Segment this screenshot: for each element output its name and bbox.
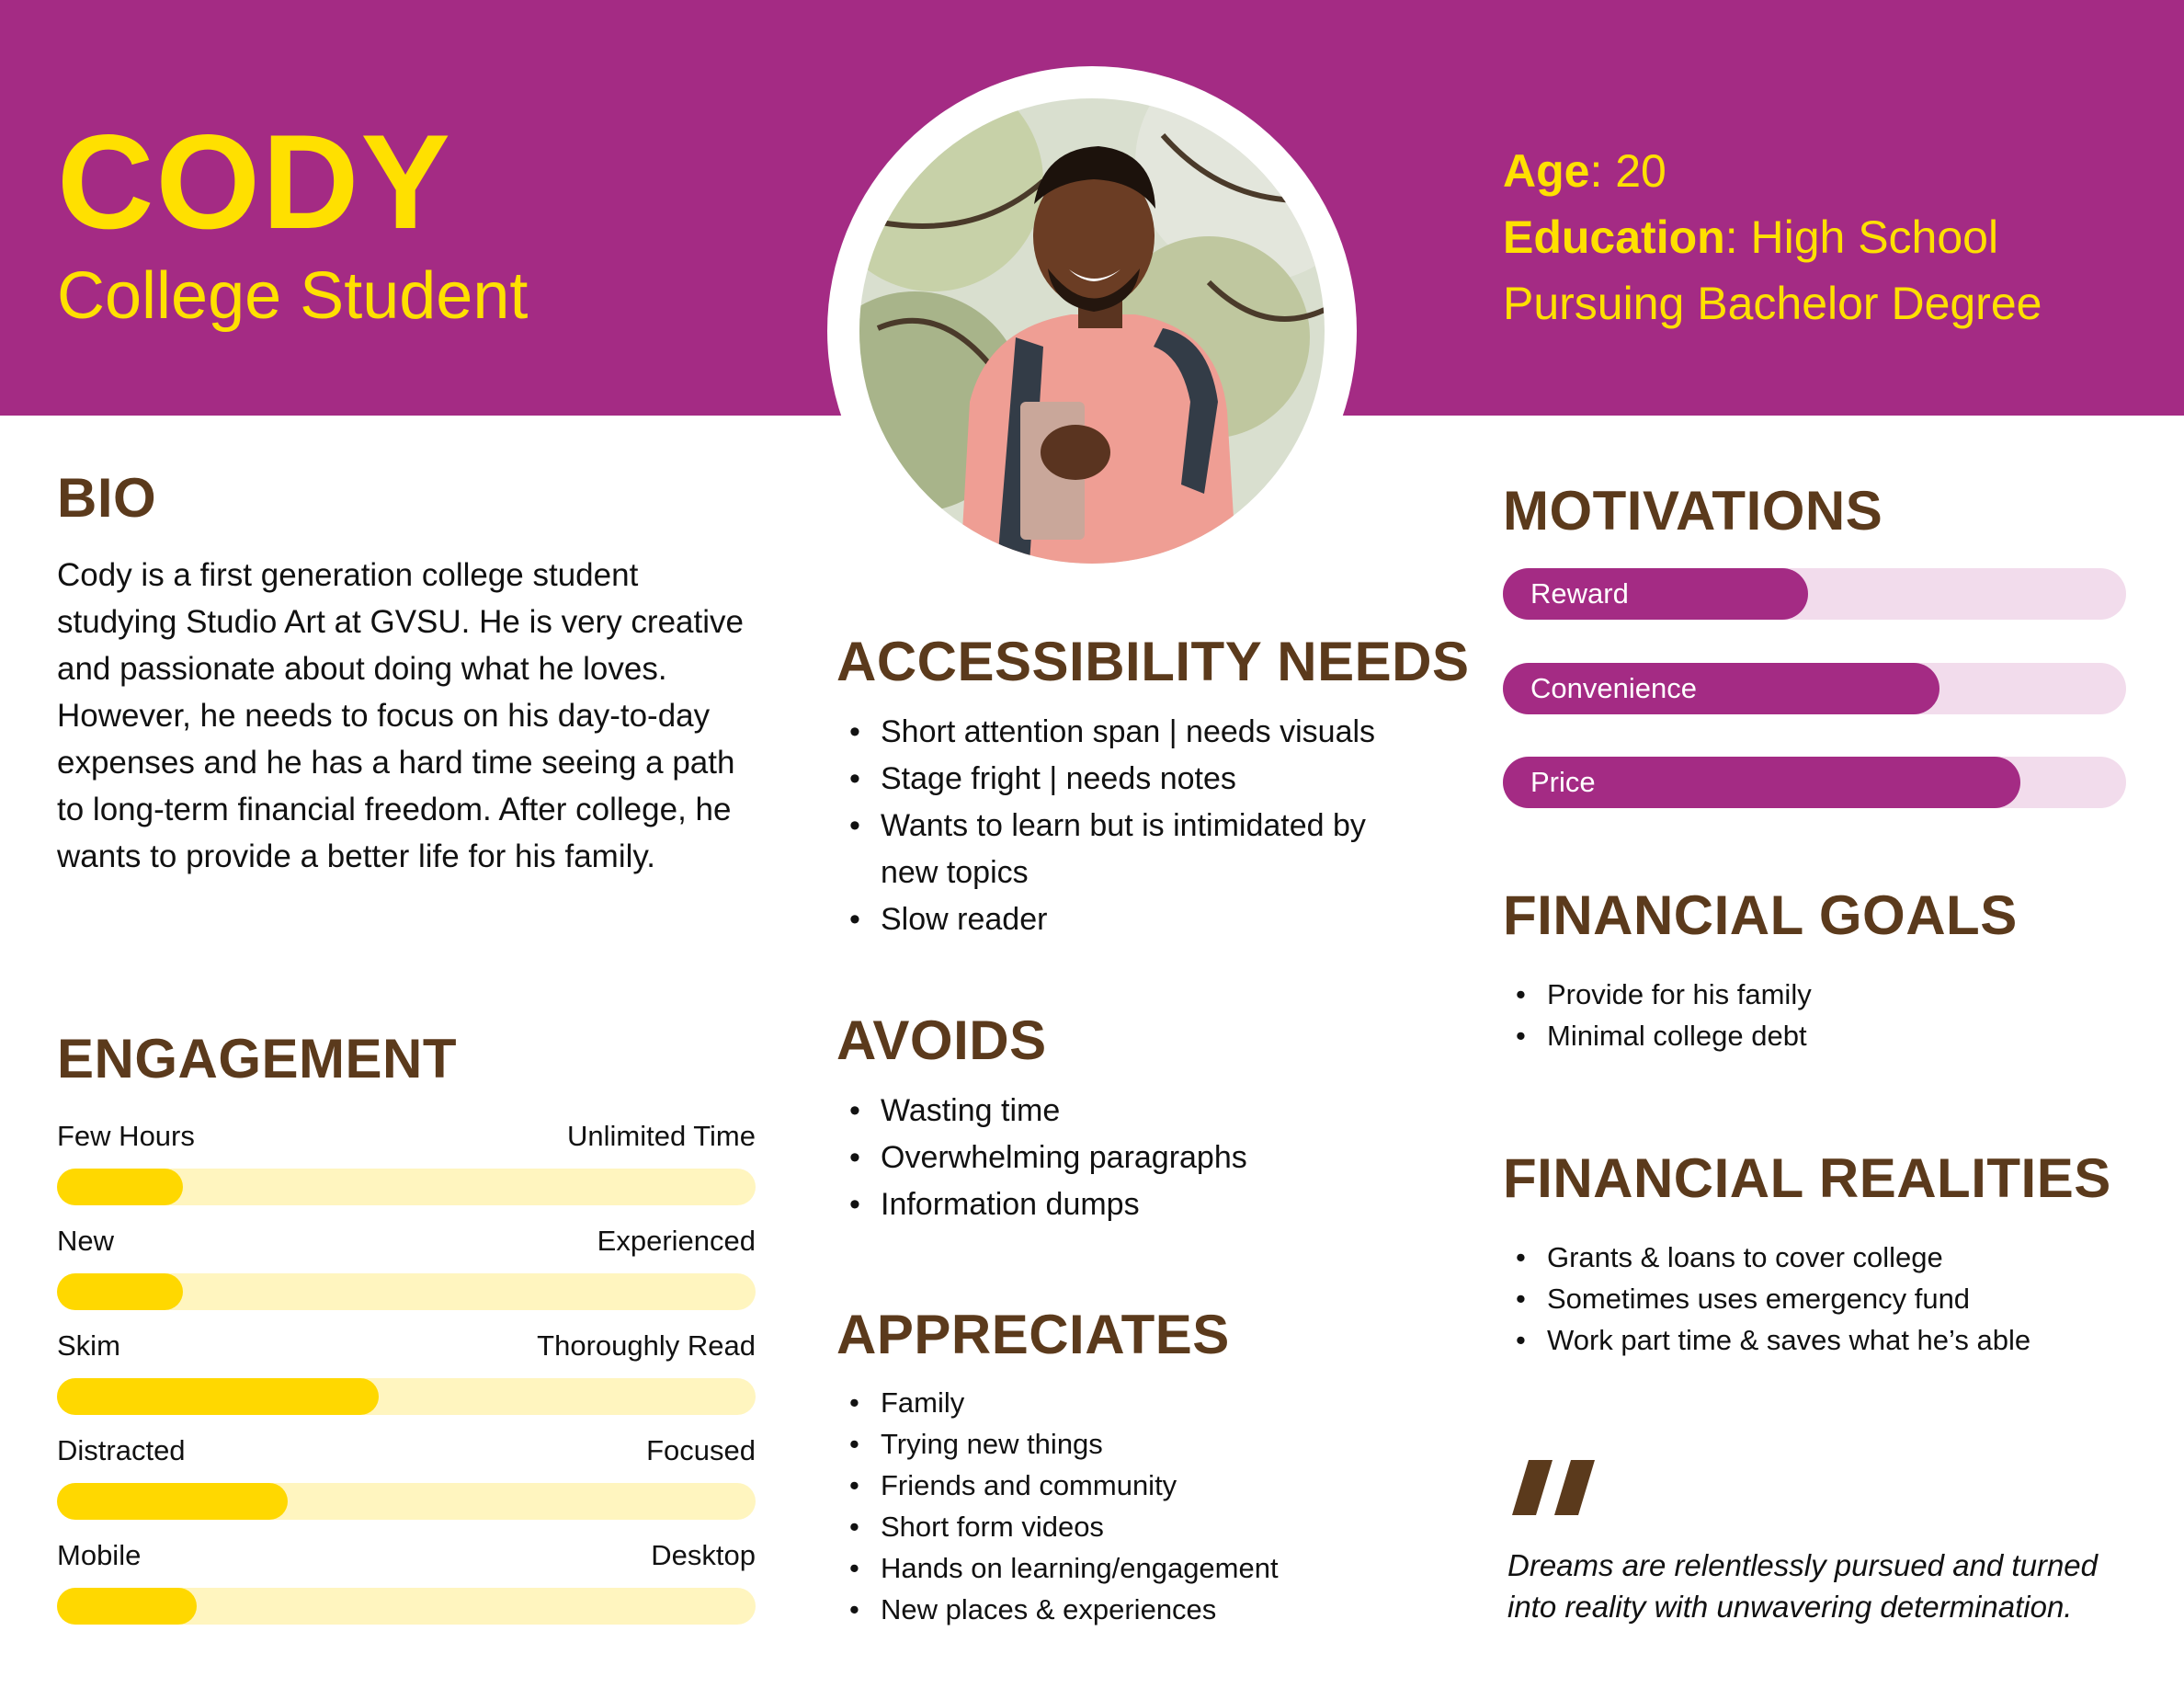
list-item: • Stage fright | needs notes — [836, 756, 1425, 803]
scale-track — [57, 1483, 756, 1520]
accessibility-heading: ACCESSIBILITY NEEDS — [836, 631, 1470, 692]
scale-left-label: Distracted — [57, 1434, 186, 1466]
motivation-label: Reward — [1530, 577, 1629, 610]
list-item: • Friends and community — [836, 1465, 1279, 1506]
scale-track — [57, 1273, 756, 1310]
engagement-scale-time — [57, 1122, 756, 1205]
persona-quote: Dreams are relentlessly pursued and turned into reality with unwavering determination. — [1507, 1548, 2099, 1624]
scale-left-label: New — [57, 1225, 115, 1257]
appreciates-list — [836, 1382, 1279, 1630]
list-item: • Wasting time — [836, 1088, 1425, 1135]
list-item: • Wants to learn but is intimidated by new topics — [836, 803, 1425, 896]
avatar — [859, 98, 1325, 564]
scale-track — [57, 1588, 756, 1625]
age-row — [1503, 138, 2042, 204]
list-item: • Work part time & saves what he’s able — [1503, 1319, 2030, 1361]
appreciates-heading: APPRECIATES — [836, 1304, 1230, 1365]
list-item: • New places & experiences — [836, 1589, 1279, 1630]
list-item: • Hands on learning/engagement — [836, 1547, 1279, 1589]
education-value: : High School — [1724, 211, 1999, 263]
scale-right-label: Thoroughly Read — [537, 1329, 756, 1362]
list-item: • Provide for his family — [1503, 974, 1812, 1015]
scale-right-label: Unlimited Time — [567, 1120, 756, 1152]
education-label: Education — [1503, 211, 1725, 263]
list-item: • Information dumps — [836, 1181, 1425, 1228]
quote-mark-icon — [1512, 1460, 1597, 1515]
education-row — [1503, 204, 2042, 270]
motivation-label: Price — [1530, 766, 1596, 798]
list-item: • Overwhelming paragraphs — [836, 1135, 1425, 1181]
scale-right-label: Desktop — [651, 1539, 756, 1571]
list-item: • Short form videos — [836, 1506, 1279, 1547]
list-item: • Grants & loans to cover college — [1503, 1237, 2030, 1278]
list-item: • Sometimes uses emergency fund — [1503, 1278, 2030, 1319]
accessibility-list — [836, 709, 1425, 943]
avoids-heading: AVOIDS — [836, 1009, 1047, 1071]
engagement-scale-device — [57, 1541, 756, 1625]
engagement-scale-focus — [57, 1436, 756, 1520]
age-label: Age — [1503, 145, 1590, 197]
scale-track — [57, 1378, 756, 1415]
education-detail: Pursuing Bachelor Degree — [1503, 278, 2042, 329]
financial-realities-list — [1503, 1237, 2030, 1361]
age-value: : 20 — [1589, 145, 1666, 197]
scale-fill — [57, 1378, 379, 1415]
financial-goals-list — [1503, 974, 1812, 1056]
financial-realities-heading: FINANCIAL REALITIES — [1503, 1147, 2111, 1209]
list-item: • Trying new things — [836, 1423, 1279, 1465]
motivation-bar-convenience — [1503, 663, 2126, 714]
financial-goals-heading: FINANCIAL GOALS — [1503, 884, 2018, 946]
persona-role: College Student — [57, 259, 529, 333]
scale-left-label: Mobile — [57, 1539, 142, 1571]
motivation-bar-reward — [1503, 568, 2126, 620]
list-item: • Minimal college debt — [1503, 1015, 1812, 1056]
list-item: • Slow reader — [836, 896, 1425, 943]
scale-right-label: Experienced — [597, 1225, 756, 1257]
scale-fill — [57, 1588, 197, 1625]
scale-fill — [57, 1169, 183, 1205]
scale-fill — [57, 1273, 183, 1310]
bio-text: Cody is a first generation college student studying Studio Art at GVSU. He is very creative and passionate about doing what he loves. However, he needs to focus on his day-to-day expenses and he has a hard time seeing a path to long-term financial freedom. After college, he wants to provide a better life for his family. — [57, 557, 744, 874]
engagement-scale-reading — [57, 1331, 756, 1415]
persona-photo — [859, 98, 1325, 564]
engagement-scale-experience — [57, 1226, 756, 1310]
avoids-list — [836, 1088, 1425, 1228]
scale-right-label: Focused — [646, 1434, 756, 1466]
motivation-label: Convenience — [1530, 672, 1697, 704]
persona-name: CODY — [57, 107, 452, 257]
list-item: • Family — [836, 1382, 1279, 1423]
scale-fill — [57, 1483, 288, 1520]
motivation-bar-price — [1503, 757, 2126, 808]
list-item: • Short attention span | needs visuals — [836, 709, 1425, 756]
bio-heading: BIO — [57, 467, 157, 529]
motivations-heading: MOTIVATIONS — [1503, 480, 1883, 542]
engagement-heading: ENGAGEMENT — [57, 1028, 458, 1089]
scale-left-label: Skim — [57, 1329, 120, 1362]
scale-left-label: Few Hours — [57, 1120, 195, 1152]
persona-facts — [1503, 138, 2042, 336]
scale-track — [57, 1169, 756, 1205]
